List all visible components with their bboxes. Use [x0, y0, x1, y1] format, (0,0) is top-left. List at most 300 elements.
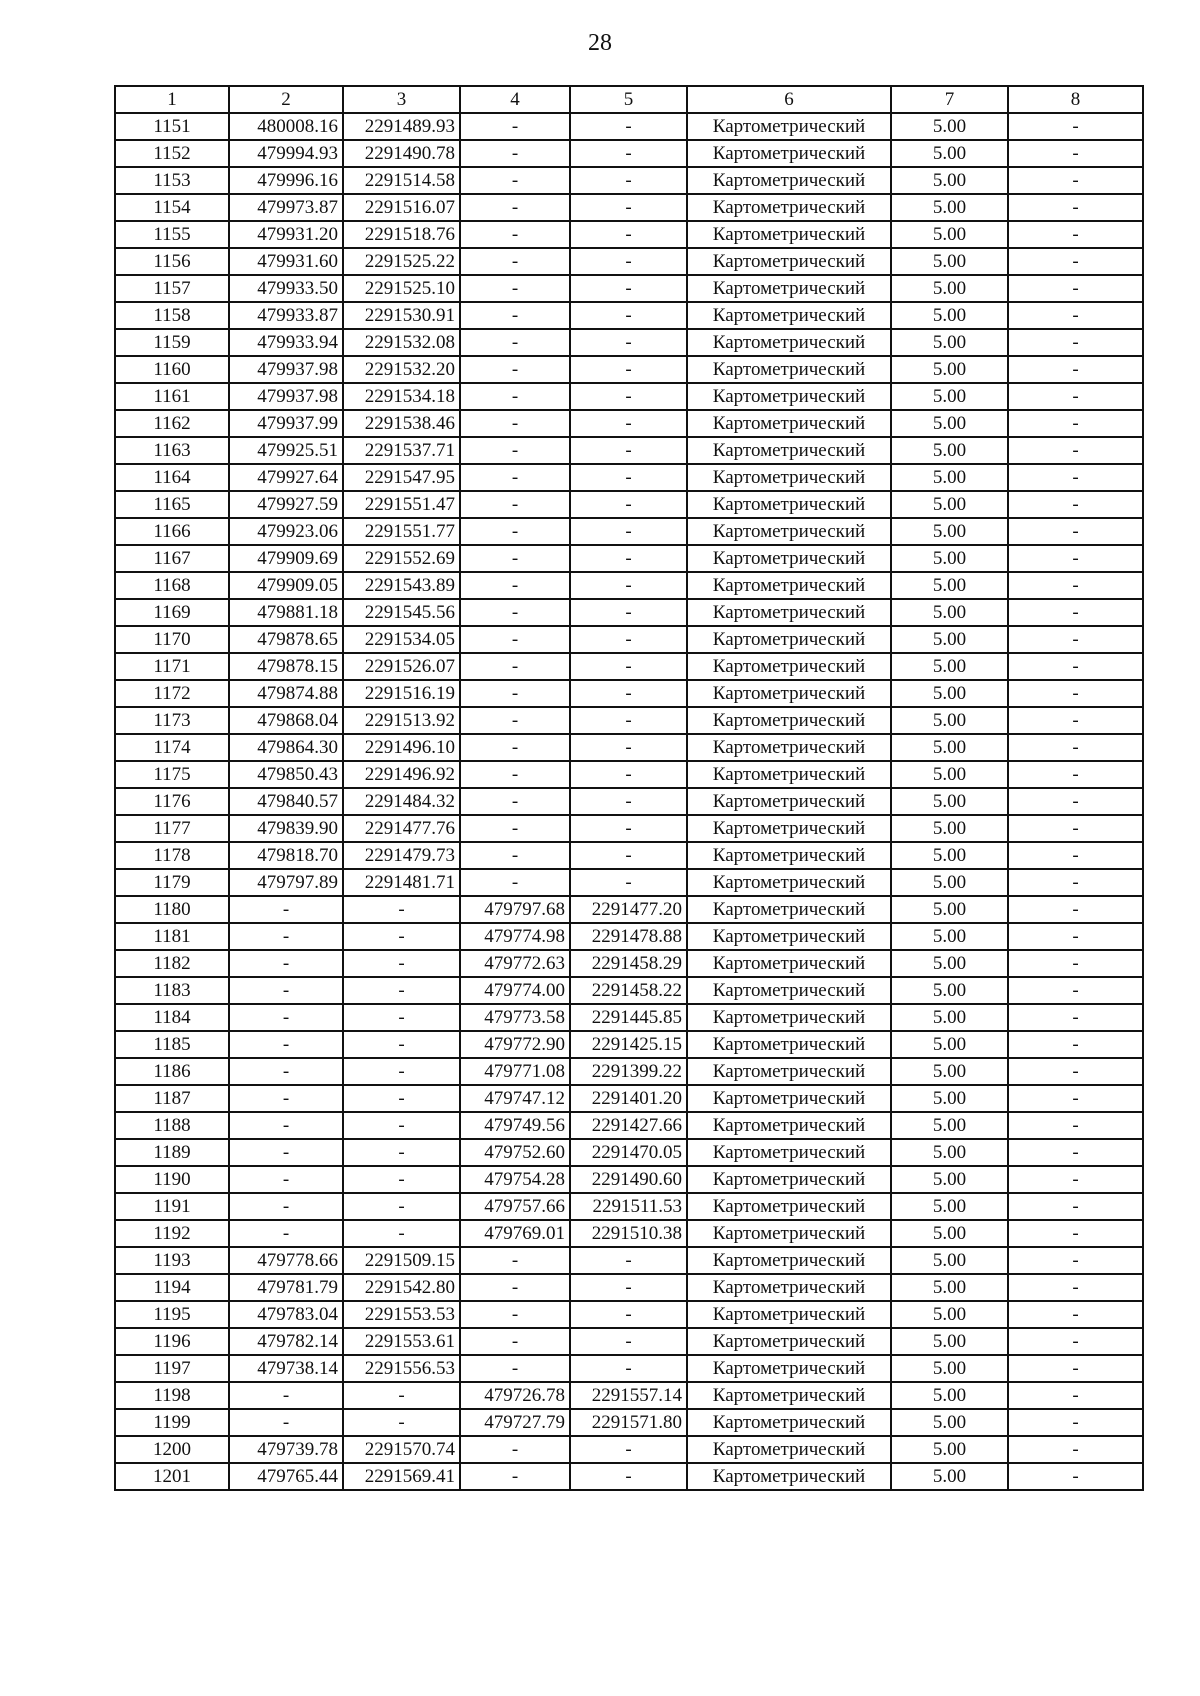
- cell-x-existing: 479973.87: [229, 194, 343, 221]
- cell-method: Картометрический: [687, 896, 891, 923]
- cell-description: -: [1008, 572, 1143, 599]
- cell-y-new: -: [570, 437, 687, 464]
- cell-description: -: [1008, 491, 1143, 518]
- cell-x-existing: 479783.04: [229, 1301, 343, 1328]
- cell-accuracy: 5.00: [891, 1436, 1008, 1463]
- cell-description: -: [1008, 1085, 1143, 1112]
- cell-method: Картометрический: [687, 113, 891, 140]
- cell-point-number: 1165: [115, 491, 229, 518]
- cell-point-number: 1177: [115, 815, 229, 842]
- cell-y-new: 2291557.14: [570, 1382, 687, 1409]
- cell-y-new: -: [570, 815, 687, 842]
- table-row: [115, 167, 1143, 194]
- cell-method: Картометрический: [687, 1031, 891, 1058]
- cell-description: -: [1008, 464, 1143, 491]
- cell-y-existing: 2291525.22: [343, 248, 460, 275]
- table-row: [115, 329, 1143, 356]
- cell-method: Картометрический: [687, 545, 891, 572]
- table-row: [115, 410, 1143, 437]
- cell-method: Картометрический: [687, 1085, 891, 1112]
- cell-y-existing: 2291496.92: [343, 761, 460, 788]
- cell-x-existing: 479840.57: [229, 788, 343, 815]
- cell-y-new: 2291478.88: [570, 923, 687, 950]
- cell-method: Картометрический: [687, 977, 891, 1004]
- cell-y-new: -: [570, 221, 687, 248]
- cell-y-existing: -: [343, 1220, 460, 1247]
- cell-y-existing: 2291490.78: [343, 140, 460, 167]
- cell-y-new: -: [570, 140, 687, 167]
- cell-description: -: [1008, 221, 1143, 248]
- cell-x-new: -: [460, 302, 570, 329]
- cell-y-existing: 2291481.71: [343, 869, 460, 896]
- cell-x-existing: -: [229, 1382, 343, 1409]
- cell-y-new: -: [570, 167, 687, 194]
- cell-y-existing: -: [343, 1139, 460, 1166]
- cell-point-number: 1161: [115, 383, 229, 410]
- table-row: [115, 1382, 1143, 1409]
- cell-x-new: -: [460, 626, 570, 653]
- cell-x-existing: 479839.90: [229, 815, 343, 842]
- cell-y-existing: -: [343, 1112, 460, 1139]
- cell-x-existing: 479797.89: [229, 869, 343, 896]
- cell-x-existing: 479937.98: [229, 356, 343, 383]
- cell-method: Картометрический: [687, 1382, 891, 1409]
- table-body: [115, 113, 1143, 1490]
- cell-y-existing: 2291545.56: [343, 599, 460, 626]
- cell-description: -: [1008, 1058, 1143, 1085]
- cell-accuracy: 5.00: [891, 1328, 1008, 1355]
- table-row: [115, 1058, 1143, 1085]
- cell-y-existing: 2291516.07: [343, 194, 460, 221]
- cell-accuracy: 5.00: [891, 761, 1008, 788]
- cell-y-new: -: [570, 1301, 687, 1328]
- cell-description: -: [1008, 356, 1143, 383]
- cell-point-number: 1160: [115, 356, 229, 383]
- cell-accuracy: 5.00: [891, 977, 1008, 1004]
- cell-x-existing: 479937.99: [229, 410, 343, 437]
- cell-y-new: 2291425.15: [570, 1031, 687, 1058]
- cell-point-number: 1152: [115, 140, 229, 167]
- cell-x-new: 479727.79: [460, 1409, 570, 1436]
- cell-point-number: 1197: [115, 1355, 229, 1382]
- cell-x-existing: 479818.70: [229, 842, 343, 869]
- cell-y-existing: 2291530.91: [343, 302, 460, 329]
- cell-y-new: -: [570, 707, 687, 734]
- cell-description: -: [1008, 707, 1143, 734]
- cell-accuracy: 5.00: [891, 1193, 1008, 1220]
- cell-point-number: 1172: [115, 680, 229, 707]
- table-row: [115, 734, 1143, 761]
- cell-description: -: [1008, 248, 1143, 275]
- cell-accuracy: 5.00: [891, 842, 1008, 869]
- cell-description: -: [1008, 1463, 1143, 1490]
- cell-x-new: 479769.01: [460, 1220, 570, 1247]
- cell-y-new: -: [570, 275, 687, 302]
- cell-point-number: 1156: [115, 248, 229, 275]
- cell-x-new: 479771.08: [460, 1058, 570, 1085]
- cell-method: Картометрический: [687, 761, 891, 788]
- cell-method: Картометрический: [687, 518, 891, 545]
- cell-x-existing: 479868.04: [229, 707, 343, 734]
- cell-x-existing: -: [229, 896, 343, 923]
- table-row: [115, 1274, 1143, 1301]
- cell-accuracy: 5.00: [891, 1085, 1008, 1112]
- cell-method: Картометрический: [687, 167, 891, 194]
- cell-description: -: [1008, 302, 1143, 329]
- cell-description: -: [1008, 1220, 1143, 1247]
- cell-accuracy: 5.00: [891, 1139, 1008, 1166]
- cell-accuracy: 5.00: [891, 680, 1008, 707]
- cell-y-new: -: [570, 572, 687, 599]
- cell-x-new: 479747.12: [460, 1085, 570, 1112]
- cell-description: -: [1008, 788, 1143, 815]
- table-row: [115, 923, 1143, 950]
- table-row: [115, 869, 1143, 896]
- cell-x-new: 479749.56: [460, 1112, 570, 1139]
- cell-description: -: [1008, 1031, 1143, 1058]
- cell-point-number: 1171: [115, 653, 229, 680]
- cell-x-new: -: [460, 707, 570, 734]
- cell-point-number: 1195: [115, 1301, 229, 1328]
- cell-accuracy: 5.00: [891, 653, 1008, 680]
- cell-method: Картометрический: [687, 221, 891, 248]
- table-row: [115, 815, 1143, 842]
- cell-method: Картометрический: [687, 1463, 891, 1490]
- cell-y-existing: 2291513.92: [343, 707, 460, 734]
- cell-description: -: [1008, 896, 1143, 923]
- cell-y-new: -: [570, 1355, 687, 1382]
- cell-y-new: -: [570, 653, 687, 680]
- cell-accuracy: 5.00: [891, 788, 1008, 815]
- cell-point-number: 1199: [115, 1409, 229, 1436]
- cell-x-new: -: [460, 1436, 570, 1463]
- cell-accuracy: 5.00: [891, 356, 1008, 383]
- cell-method: Картометрический: [687, 1274, 891, 1301]
- table-row: [115, 194, 1143, 221]
- cell-y-new: 2291401.20: [570, 1085, 687, 1112]
- cell-point-number: 1193: [115, 1247, 229, 1274]
- cell-accuracy: 5.00: [891, 1031, 1008, 1058]
- cell-method: Картометрический: [687, 1139, 891, 1166]
- table-row: [115, 896, 1143, 923]
- cell-y-existing: 2291543.89: [343, 572, 460, 599]
- cell-accuracy: 5.00: [891, 1112, 1008, 1139]
- cell-y-new: -: [570, 1247, 687, 1274]
- cell-x-new: -: [460, 761, 570, 788]
- table-row: [115, 626, 1143, 653]
- table-row: [115, 761, 1143, 788]
- cell-method: Картометрический: [687, 356, 891, 383]
- cell-method: Картометрический: [687, 329, 891, 356]
- cell-accuracy: 5.00: [891, 518, 1008, 545]
- cell-x-existing: -: [229, 1112, 343, 1139]
- cell-point-number: 1201: [115, 1463, 229, 1490]
- cell-description: -: [1008, 1301, 1143, 1328]
- cell-x-new: -: [460, 1247, 570, 1274]
- cell-description: -: [1008, 1328, 1143, 1355]
- cell-x-existing: -: [229, 1409, 343, 1436]
- cell-x-new: -: [460, 329, 570, 356]
- cell-y-new: -: [570, 1328, 687, 1355]
- cell-x-existing: -: [229, 1085, 343, 1112]
- cell-x-new: -: [460, 599, 570, 626]
- cell-x-new: -: [460, 437, 570, 464]
- cell-point-number: 1162: [115, 410, 229, 437]
- cell-method: Картометрический: [687, 707, 891, 734]
- cell-y-new: -: [570, 410, 687, 437]
- cell-y-existing: 2291489.93: [343, 113, 460, 140]
- table-row: [115, 464, 1143, 491]
- table-row: [115, 1328, 1143, 1355]
- cell-y-existing: 2291556.53: [343, 1355, 460, 1382]
- column-header-3: 3: [343, 86, 460, 113]
- cell-description: -: [1008, 950, 1143, 977]
- cell-description: -: [1008, 1382, 1143, 1409]
- cell-point-number: 1181: [115, 923, 229, 950]
- cell-x-new: -: [460, 248, 570, 275]
- cell-point-number: 1176: [115, 788, 229, 815]
- cell-y-existing: -: [343, 1409, 460, 1436]
- table-row: [115, 1139, 1143, 1166]
- cell-y-existing: 2291496.10: [343, 734, 460, 761]
- cell-description: -: [1008, 1355, 1143, 1382]
- cell-x-existing: -: [229, 1058, 343, 1085]
- cell-accuracy: 5.00: [891, 734, 1008, 761]
- cell-accuracy: 5.00: [891, 113, 1008, 140]
- table-row: [115, 842, 1143, 869]
- cell-x-new: -: [460, 815, 570, 842]
- cell-x-new: -: [460, 680, 570, 707]
- cell-x-existing: 480008.16: [229, 113, 343, 140]
- cell-method: Картометрический: [687, 653, 891, 680]
- cell-description: -: [1008, 1166, 1143, 1193]
- cell-y-existing: 2291509.15: [343, 1247, 460, 1274]
- cell-y-existing: 2291551.47: [343, 491, 460, 518]
- cell-x-existing: -: [229, 1139, 343, 1166]
- cell-x-new: -: [460, 167, 570, 194]
- cell-accuracy: 5.00: [891, 896, 1008, 923]
- cell-y-existing: 2291569.41: [343, 1463, 460, 1490]
- cell-accuracy: 5.00: [891, 167, 1008, 194]
- cell-x-existing: 479778.66: [229, 1247, 343, 1274]
- cell-point-number: 1190: [115, 1166, 229, 1193]
- cell-x-new: -: [460, 1274, 570, 1301]
- cell-point-number: 1184: [115, 1004, 229, 1031]
- cell-point-number: 1182: [115, 950, 229, 977]
- table-row: [115, 140, 1143, 167]
- cell-method: Картометрический: [687, 815, 891, 842]
- cell-y-existing: 2291526.07: [343, 653, 460, 680]
- cell-y-new: -: [570, 383, 687, 410]
- cell-x-existing: 479878.65: [229, 626, 343, 653]
- cell-description: -: [1008, 1193, 1143, 1220]
- cell-x-existing: -: [229, 977, 343, 1004]
- cell-method: Картометрический: [687, 437, 891, 464]
- cell-accuracy: 5.00: [891, 302, 1008, 329]
- table-row: [115, 248, 1143, 275]
- cell-method: Картометрический: [687, 1058, 891, 1085]
- cell-y-new: -: [570, 329, 687, 356]
- cell-x-new: -: [460, 113, 570, 140]
- cell-point-number: 1166: [115, 518, 229, 545]
- cell-x-existing: 479923.06: [229, 518, 343, 545]
- cell-point-number: 1179: [115, 869, 229, 896]
- cell-description: -: [1008, 1274, 1143, 1301]
- cell-y-new: 2291490.60: [570, 1166, 687, 1193]
- cell-method: Картометрический: [687, 410, 891, 437]
- cell-accuracy: 5.00: [891, 1220, 1008, 1247]
- cell-y-existing: -: [343, 1004, 460, 1031]
- cell-method: Картометрический: [687, 1355, 891, 1382]
- cell-description: -: [1008, 1247, 1143, 1274]
- cell-description: -: [1008, 680, 1143, 707]
- cell-x-existing: 479874.88: [229, 680, 343, 707]
- cell-y-new: -: [570, 302, 687, 329]
- cell-x-existing: 479931.60: [229, 248, 343, 275]
- table-row: [115, 653, 1143, 680]
- cell-method: Картометрический: [687, 194, 891, 221]
- table-row: [115, 572, 1143, 599]
- cell-y-new: -: [570, 680, 687, 707]
- cell-x-new: -: [460, 194, 570, 221]
- table-row: [115, 1301, 1143, 1328]
- cell-accuracy: 5.00: [891, 248, 1008, 275]
- cell-x-existing: 479909.69: [229, 545, 343, 572]
- cell-y-existing: 2291518.76: [343, 221, 460, 248]
- cell-method: Картометрический: [687, 1166, 891, 1193]
- table-row: [115, 680, 1143, 707]
- cell-y-new: -: [570, 518, 687, 545]
- cell-method: Картометрический: [687, 734, 891, 761]
- cell-y-existing: -: [343, 1058, 460, 1085]
- cell-method: Картометрический: [687, 464, 891, 491]
- cell-y-new: -: [570, 842, 687, 869]
- cell-accuracy: 5.00: [891, 626, 1008, 653]
- cell-description: -: [1008, 167, 1143, 194]
- cell-y-new: -: [570, 545, 687, 572]
- header-row: [115, 86, 1143, 113]
- cell-x-existing: -: [229, 1193, 343, 1220]
- cell-method: Картометрический: [687, 140, 891, 167]
- cell-accuracy: 5.00: [891, 950, 1008, 977]
- page-number: 28: [588, 30, 612, 56]
- cell-point-number: 1183: [115, 977, 229, 1004]
- cell-description: -: [1008, 761, 1143, 788]
- cell-method: Картометрический: [687, 1112, 891, 1139]
- cell-method: Картометрический: [687, 572, 891, 599]
- table-row: [115, 275, 1143, 302]
- cell-x-existing: 479850.43: [229, 761, 343, 788]
- cell-description: -: [1008, 599, 1143, 626]
- cell-y-existing: -: [343, 896, 460, 923]
- cell-x-new: 479774.00: [460, 977, 570, 1004]
- cell-method: Картометрический: [687, 788, 891, 815]
- cell-y-new: 2291511.53: [570, 1193, 687, 1220]
- table-row: [115, 1463, 1143, 1490]
- cell-y-new: -: [570, 464, 687, 491]
- cell-point-number: 1188: [115, 1112, 229, 1139]
- column-header-6: 6: [687, 86, 891, 113]
- cell-x-new: -: [460, 275, 570, 302]
- cell-y-existing: 2291479.73: [343, 842, 460, 869]
- cell-description: -: [1008, 815, 1143, 842]
- table-row: [115, 545, 1143, 572]
- cell-y-existing: 2291553.61: [343, 1328, 460, 1355]
- cell-accuracy: 5.00: [891, 869, 1008, 896]
- cell-method: Картометрический: [687, 275, 891, 302]
- cell-x-new: 479752.60: [460, 1139, 570, 1166]
- table-row: [115, 977, 1143, 1004]
- cell-y-existing: -: [343, 1382, 460, 1409]
- cell-x-existing: -: [229, 1220, 343, 1247]
- cell-method: Картометрический: [687, 842, 891, 869]
- cell-point-number: 1154: [115, 194, 229, 221]
- cell-point-number: 1163: [115, 437, 229, 464]
- cell-y-new: -: [570, 599, 687, 626]
- cell-point-number: 1169: [115, 599, 229, 626]
- cell-point-number: 1153: [115, 167, 229, 194]
- cell-accuracy: 5.00: [891, 194, 1008, 221]
- cell-description: -: [1008, 734, 1143, 761]
- cell-accuracy: 5.00: [891, 1301, 1008, 1328]
- cell-x-new: 479773.58: [460, 1004, 570, 1031]
- cell-method: Картометрический: [687, 1328, 891, 1355]
- cell-y-existing: 2291538.46: [343, 410, 460, 437]
- cell-x-existing: 479881.18: [229, 599, 343, 626]
- cell-x-new: -: [460, 869, 570, 896]
- cell-x-existing: -: [229, 1166, 343, 1193]
- cell-x-existing: 479925.51: [229, 437, 343, 464]
- cell-accuracy: 5.00: [891, 1463, 1008, 1490]
- cell-point-number: 1173: [115, 707, 229, 734]
- table-row: [115, 383, 1143, 410]
- cell-point-number: 1175: [115, 761, 229, 788]
- cell-accuracy: 5.00: [891, 140, 1008, 167]
- cell-y-existing: -: [343, 1193, 460, 1220]
- cell-method: Картометрический: [687, 1193, 891, 1220]
- cell-method: Картометрический: [687, 1220, 891, 1247]
- cell-x-new: -: [460, 356, 570, 383]
- cell-point-number: 1158: [115, 302, 229, 329]
- cell-description: -: [1008, 518, 1143, 545]
- table-row: [115, 1436, 1143, 1463]
- cell-y-existing: 2291534.05: [343, 626, 460, 653]
- cell-y-existing: -: [343, 950, 460, 977]
- cell-x-existing: -: [229, 950, 343, 977]
- cell-y-new: -: [570, 248, 687, 275]
- cell-method: Картометрический: [687, 302, 891, 329]
- cell-y-new: 2291399.22: [570, 1058, 687, 1085]
- table-row: [115, 1220, 1143, 1247]
- table-row: [115, 302, 1143, 329]
- cell-point-number: 1167: [115, 545, 229, 572]
- cell-x-existing: 479931.20: [229, 221, 343, 248]
- cell-description: -: [1008, 383, 1143, 410]
- cell-x-new: -: [460, 1355, 570, 1382]
- cell-x-new: -: [460, 140, 570, 167]
- cell-y-existing: 2291532.20: [343, 356, 460, 383]
- table-row: [115, 1247, 1143, 1274]
- cell-point-number: 1170: [115, 626, 229, 653]
- cell-method: Картометрический: [687, 491, 891, 518]
- cell-x-existing: 479782.14: [229, 1328, 343, 1355]
- table-row: [115, 518, 1143, 545]
- cell-description: -: [1008, 140, 1143, 167]
- cell-x-new: 479772.90: [460, 1031, 570, 1058]
- table-row: [115, 1031, 1143, 1058]
- cell-x-existing: 479937.98: [229, 383, 343, 410]
- cell-x-existing: 479909.05: [229, 572, 343, 599]
